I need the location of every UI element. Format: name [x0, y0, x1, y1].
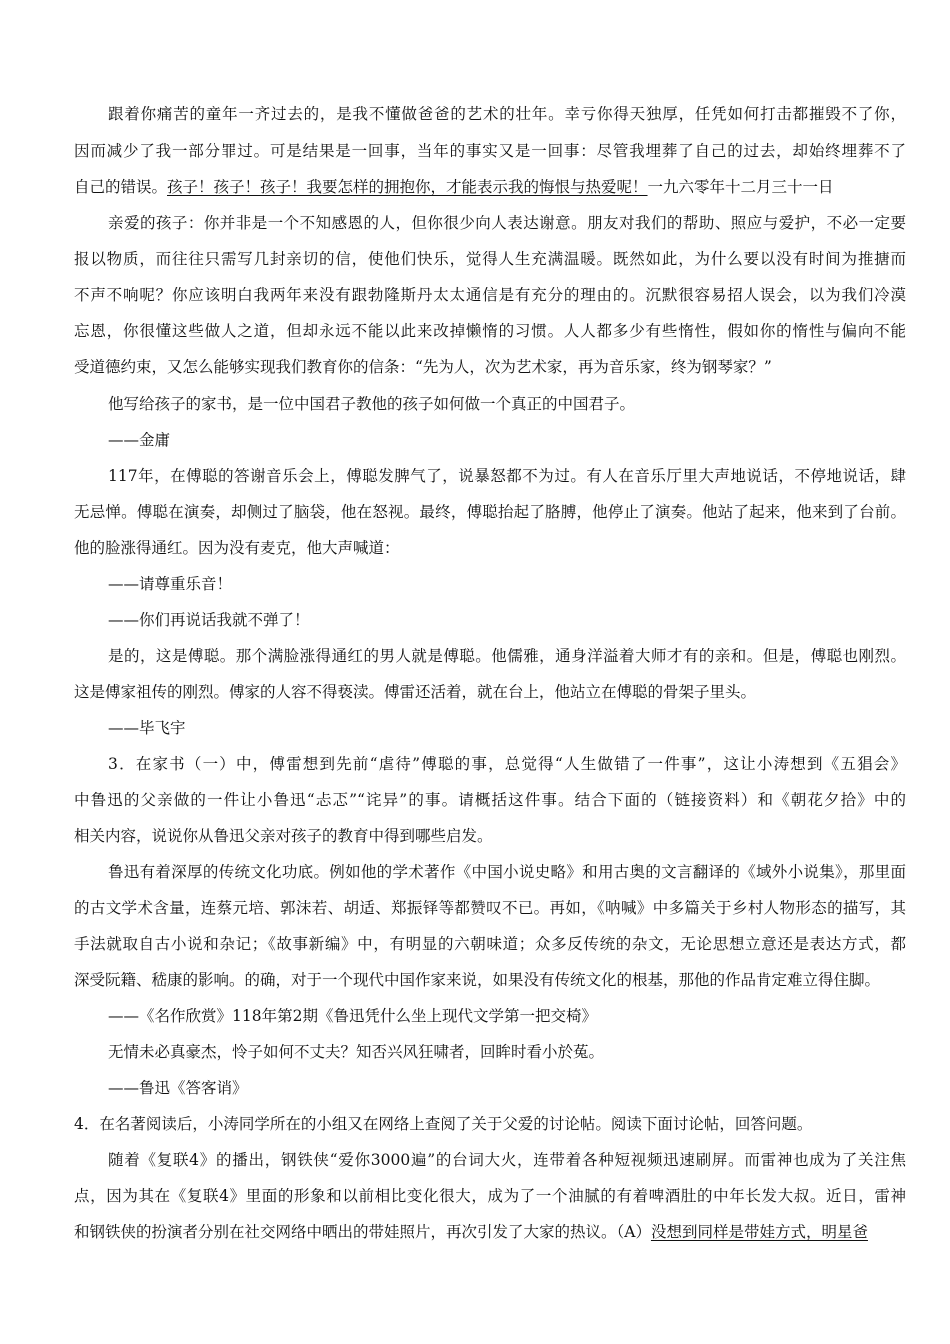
paragraph-line: 深受阮籍、嵇康的影响。的确，对于一个现代中国作家来说，如果没有传统文化的根基，那他的作品肯定难立得住脚。 [74, 971, 881, 989]
paragraph-line: 因而减少了我一部分罪过。可是结果是一回事，当年的事实又是一回事：尽管我埋葬了自己的过去，却始终埋葬不了 [74, 142, 906, 160]
paragraph-line [74, 176, 906, 198]
attribution: ——鲁迅《答客诮》 [108, 1079, 248, 1097]
paragraph-line: 忘恩，你很懂这些做人之道，但却永远不能以此来改掉懒惰的习惯。人人都多少有些惰性，假如你的惰性与偏向不能 [74, 322, 906, 340]
question-line: 3．在家书（一）中，傅雷想到先前“虐待”傅聪的事，总觉得“人生做错了一件事”，这让小涛想到《五猖会》 [108, 755, 906, 773]
paragraph-line: 受道德约束，又怎么能够实现我们教育你的信条：“先为人，次为艺术家，再为音乐家，终为钢琴家？” [74, 358, 772, 376]
attribution: ——《名作欣赏》118年第2期《鲁迅凭什么坐上现代文学第一把交椅》 [108, 1007, 597, 1025]
paragraph-line: 是的，这是傅聪。那个满脸涨得通红的男人就是傅聪。他儒雅，通身洋溢着大师才有的亲和。但是，傅聪也刚烈。 [108, 647, 906, 665]
paragraph-line: 无忌惮。傅聪在演奏，却侧过了脑袋，他在怒视。最终，傅聪抬起了胳膊，他停止了演奏。他站了起来，他来到了台前。 [74, 503, 906, 521]
question-line: 4．在名著阅读后，小涛同学所在的小组又在网络上查阅了关于父爱的讨论帖。阅读下面讨论帖，回答问题。 [74, 1115, 813, 1133]
paragraph-line: 亲爱的孩子：你并非是一个不知感恩的人，但你很少向人表达谢意。朋友对我们的帮助、照应与爱护，不必一定要 [108, 214, 906, 232]
underlined-text: 没想到同样是带娃方式，明星爸 [650, 1223, 868, 1241]
paragraph-line: 117年，在傅聪的答谢音乐会上，傅聪发脾气了，说暴怒都不为过。有人在音乐厅里大声地说话，不停地说话，肆 [108, 467, 906, 485]
paragraph-line: 随着《复联4》的播出，钢铁侠“爱你3000遍”的台词大火，连带着各种短视频迅速刷屏。而雷神也成为了关注焦 [108, 1151, 906, 1169]
question-line: 中鲁迅的父亲做的一件让小鲁迅“忐忑”“诧异”的事。请概括这件事。结合下面的（链接资料）和《朝花夕拾》中的 [74, 791, 906, 809]
quote-line: ——你们再说话我就不弹了！ [108, 611, 310, 629]
paragraph-line: 不声不响呢？你应该明白我两年来没有跟勃隆斯丹太太通信是有充分的理由的。沉默很容易招人误会，以为我们冷漠 [74, 286, 906, 304]
paragraph-line: 跟着你痛苦的童年一齐过去的，是我不懂做爸爸的艺术的壮年。幸亏你得天独厚，任凭如何打击都摧毁不了你， [108, 105, 906, 123]
paragraph-line [74, 1221, 906, 1243]
attribution: ——毕飞宇 [108, 719, 186, 737]
paragraph-line: 手法就取自古小说和杂记；《故事新编》中，有明显的六朝味道；众多反传统的杂文，无论思想立意还是表达方式，都 [74, 935, 906, 953]
paragraph-line: 鲁迅有着深厚的传统文化功底。例如他的学术著作《中国小说史略》和用古奥的文言翻译的《域外小说集》，那里面 [108, 863, 906, 881]
text-span: 和钢铁侠的扮演者分别在社交网络中晒出的带娃照片，再次引发了大家的热议。（A） [74, 1223, 651, 1241]
paragraph-line: 报以物质，而往往只需写几封亲切的信，使他们快乐，觉得人生充满温暖。既然如此，为什么要以没有时间为推搪而 [74, 250, 906, 268]
paragraph-line: 点，因为其在《复联4》里面的形象和以前相比变化很大，成为了一个油腻的有着啤酒肚的中年长发大叔。近日，雷神 [74, 1187, 906, 1205]
paragraph-line: 他写给孩子的家书，是一位中国君子教他的孩子如何做一个真正的中国君子。 [108, 395, 636, 413]
question-line: 相关内容，说说你从鲁迅父亲对孩子的教育中得到哪些启发。 [74, 827, 493, 845]
poem-line: 无情未必真豪杰，怜子如何不丈夫？知否兴风狂啸者，回眸时看小於菟。 [108, 1043, 605, 1061]
paragraph-line: 这是傅家祖传的刚烈。傅家的人容不得亵渎。傅雷还活着，就在台上，他站立在傅聪的骨架子里头。 [74, 683, 757, 701]
quote-line: ——请尊重乐音！ [108, 575, 233, 593]
attribution: ——金庸 [108, 431, 171, 449]
date-text: 一九六零年十二月三十一日 [647, 178, 834, 196]
underlined-text: 孩子！孩子！孩子！我要怎样的拥抱你，才能表示我的悔恨与热爱呢！ [167, 178, 648, 196]
paragraph-line: 的古文学术含量，连蔡元培、郭沫若、胡适、郑振铎等都赞叹不已。再如，《呐喊》中多篇关于乡村人物形态的描写，其 [74, 899, 906, 917]
paragraph-line: 他的脸涨得通红。因为没有麦克，他大声喊道： [74, 539, 400, 557]
text-span: 自己的错误。 [74, 178, 168, 196]
